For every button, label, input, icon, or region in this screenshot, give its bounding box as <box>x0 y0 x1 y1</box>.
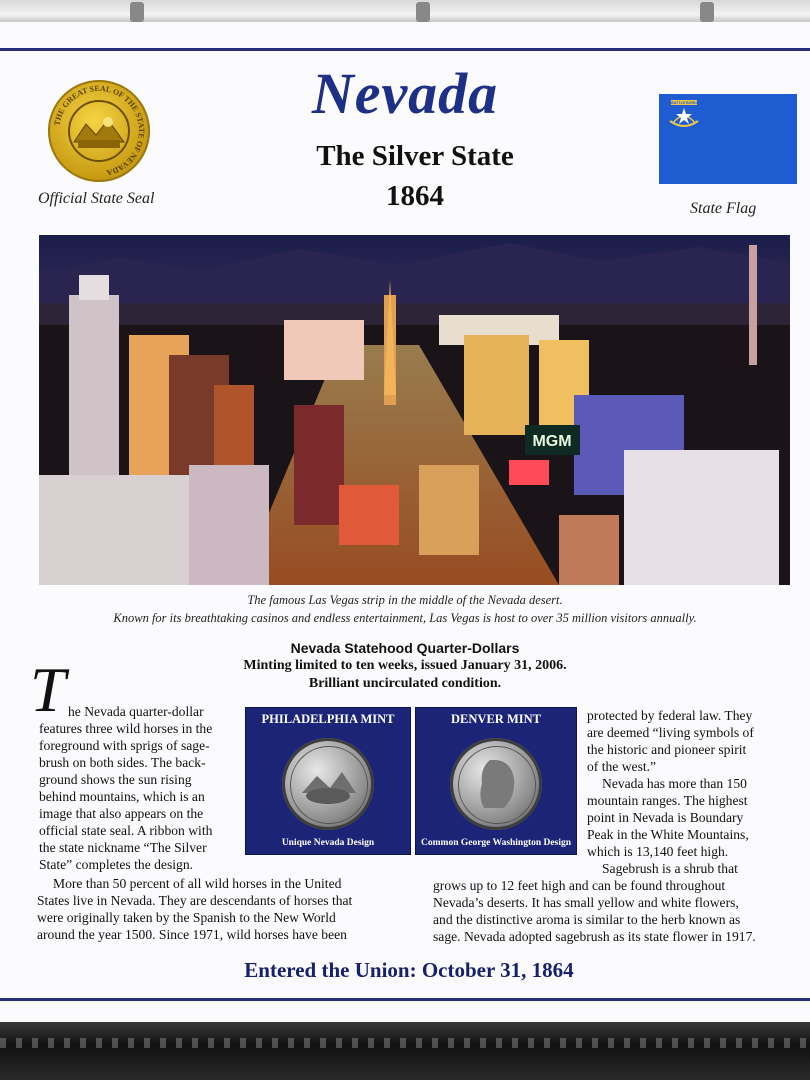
text-line: foreground with sprigs of sage- <box>39 738 210 753</box>
paragraph-sagebrush <box>433 877 803 945</box>
seal-ring-text: THE GREAT SEAL OF THE STATE OF NEVADA <box>52 83 147 178</box>
text-line: Sagebrush is a shrub that <box>602 861 738 876</box>
coin-section-heading <box>0 639 810 693</box>
text-line: image that also appears on the <box>39 806 204 821</box>
text-line: features three wild horses in the <box>39 721 213 736</box>
text-line: the state nickname “The Silver <box>39 840 207 855</box>
mint-label: DENVER MINT <box>451 712 541 726</box>
text-line: point in Nevada is Boundary <box>587 810 744 825</box>
flag-banner-text: BATTLE BORN <box>671 101 697 106</box>
text-line: Nevada has more than 150 <box>602 776 747 791</box>
paragraph-living-symbols <box>587 707 802 775</box>
coin-condition-note: Brilliant uncirculated condition. <box>308 676 502 691</box>
photo-caption <box>0 591 810 627</box>
mgm-sign-text: MGM <box>532 433 572 450</box>
text-line: and the distinctive aroma is similar to the herb known as <box>433 912 741 927</box>
flag-emblem-icon <box>667 99 701 129</box>
state-flag-image <box>659 94 797 184</box>
paragraph-coin-design <box>39 703 239 873</box>
binder-ring <box>130 2 144 22</box>
text-line: ground shows the sun rising <box>39 772 192 787</box>
philadelphia-mint-panel <box>245 707 411 855</box>
text-line: were originally taken by the Spanish to the New World <box>37 910 336 925</box>
flag-caption: State Flag <box>690 200 757 217</box>
text-line: around the year 1500. Since 1971, wild horses have been <box>37 927 347 942</box>
text-line: are deemed “living symbols of <box>587 725 754 740</box>
paragraph-mountains <box>587 775 802 860</box>
washington-quarter-coin <box>450 738 542 830</box>
text-line: State” completes the design. <box>39 857 194 872</box>
page-title: Nevada <box>311 61 499 126</box>
text-line: sage. Nevada adopted sagebrush as its state flower in 1917. <box>433 929 756 944</box>
text-line: Nevada’s deserts. It has small yellow and white flowers, <box>433 895 739 910</box>
top-rule <box>0 48 810 51</box>
binder-ring <box>700 2 714 22</box>
text-line: the historic and pioneer spirit <box>587 742 747 757</box>
mint-label: PHILADELPHIA MINT <box>261 712 395 726</box>
text-line: protected by federal law. They <box>587 708 753 723</box>
text-line: mountain ranges. The highest <box>587 793 748 808</box>
mint-description: Common George Washington Design <box>421 838 571 848</box>
binder-ring <box>416 2 430 22</box>
paragraph-wild-horses <box>37 875 397 943</box>
state-nickname: The Silver State <box>316 140 514 172</box>
text-line: grows up to 12 feet high and can be found throughout <box>433 878 726 893</box>
text-line: More than 50 percent of all wild horses in the United <box>53 876 342 891</box>
text-line: Peak in the White Mountains, <box>587 827 749 842</box>
photo-caption-line: Known for its breathtaking casinos and endless entertainment, Las Vegas is host to over 35 million visitors annually. <box>113 611 697 625</box>
text-line: brush on both sides. The back- <box>39 755 206 770</box>
text-line: of the west.” <box>587 759 657 774</box>
text-line: behind mountains, which is an <box>39 789 205 804</box>
drop-cap: T <box>30 654 66 725</box>
text-line: official state seal. A ribbon with <box>39 823 213 838</box>
coin-minting-note: Minting limited to ten weeks, issued January 31, 2006. <box>243 658 567 673</box>
bottom-rule <box>0 998 810 1001</box>
las-vegas-strip-photo <box>39 235 790 585</box>
nevada-quarter-coin <box>282 738 374 830</box>
seal-caption: Official State Seal <box>38 190 155 207</box>
text-line: which is 13,140 feet high. <box>587 844 729 859</box>
binder-sleeve-top <box>0 0 810 24</box>
binder-sleeve-bottom <box>0 1022 810 1080</box>
union-date-footer: Entered the Union: October 31, 1864 <box>244 958 574 982</box>
photo-caption-line: The famous Las Vegas strip in the middle of the Nevada desert. <box>247 593 563 607</box>
coin-heading: Nevada Statehood Quarter-Dollars <box>290 640 520 656</box>
statehood-year: 1864 <box>386 180 444 212</box>
denver-mint-panel <box>415 707 577 855</box>
mint-description: Unique Nevada Design <box>281 838 375 848</box>
text-line: he Nevada quarter-dollar <box>68 704 204 719</box>
text-line: States live in Nevada. They are descendants of horses that <box>37 893 353 908</box>
